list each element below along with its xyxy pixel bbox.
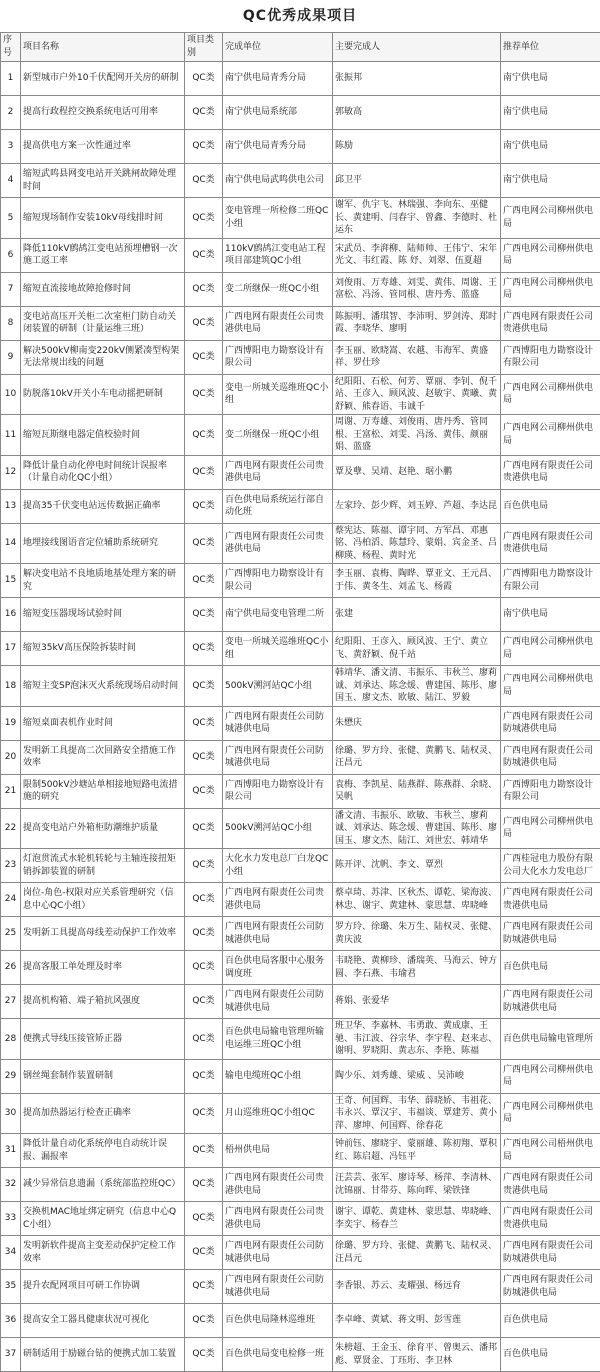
cell-project-name: 缩短35kV高压保险拆装时间 <box>21 632 185 666</box>
cell-project-name: 发明新工具提高二次回路安全措施工作效率 <box>21 740 185 774</box>
cell-category: QC类 <box>185 523 223 564</box>
cell-recommender: 广西电网公司柳州供电局 <box>501 1093 600 1134</box>
table-row <box>1 1304 600 1338</box>
cell-no: 6 <box>1 238 21 272</box>
cell-project-name: 提高客服工单处理及时率 <box>21 951 185 985</box>
cell-project-name: 新型城市户外10千伏配网开关房的研制 <box>21 62 185 96</box>
cell-recommender: 广西电网公司柳州供电局 <box>501 415 600 456</box>
cell-category: QC类 <box>185 96 223 130</box>
cell-no: 5 <box>1 198 21 239</box>
cell-recommender: 百色供电局 <box>501 1304 600 1338</box>
cell-people: 陈开评、沈帆、李文、覃烈 <box>333 849 501 883</box>
cell-unit: 广西电网有限责任公司贵港供电局 <box>223 455 333 489</box>
cell-people: 罗方玲、徐璐、朱万生、陆权灵、张健、黄庆波 <box>333 917 501 951</box>
cell-unit: 广西电网有限责任公司贵港供电局 <box>223 523 333 564</box>
table-row <box>1 917 600 951</box>
cell-category: QC类 <box>185 455 223 489</box>
table-row <box>1 1270 600 1304</box>
table-row <box>1 951 600 985</box>
cell-people: 李玉丽、欧晓嵩、农越、韦海军、黄盛祥、罗仕珍 <box>333 340 501 374</box>
table-body <box>1 62 600 1372</box>
cell-no: 4 <box>1 164 21 198</box>
cell-category: QC类 <box>185 306 223 340</box>
cell-project-name: 钢丝绳套制作装置研制 <box>21 1059 185 1093</box>
cell-category: QC类 <box>185 489 223 523</box>
cell-recommender: 广西电网公司柳州供电局 <box>501 666 600 707</box>
cell-no: 32 <box>1 1168 21 1202</box>
cell-recommender: 广西电网有限责任公司贵港供电局 <box>501 883 600 917</box>
cell-no: 29 <box>1 1059 21 1093</box>
cell-no: 35 <box>1 1270 21 1304</box>
cell-unit: 南宁供电局变电管理二所 <box>223 598 333 632</box>
table-row <box>1 523 600 564</box>
table-row <box>1 849 600 883</box>
cell-people: 李香银、苏云、麦耀强、杨远育 <box>333 1270 501 1304</box>
cell-people: 王奇、何国辉、韦华、薛晓娇、韦祖花、韦永兴、覃汉宇、韦福谈、覃建芳、黄小萍、廖坤、何国辉、徐春花 <box>333 1093 501 1134</box>
table-row <box>1 564 600 598</box>
header-no: 序号 <box>1 33 21 62</box>
cell-people: 刘俊雨、万寿雄、刘雯、黄伟、周谢、王富松、冯汤、管同根、唐丹秀、蓝盛 <box>333 272 501 306</box>
cell-people: 纪阳阳、石松、何芳、覃丽、李钊、倪千站、王彦入、顾风波、赵敏宇、黄曦、黄舒颖、熊春语、韦诚千 <box>333 374 501 415</box>
cell-category: QC类 <box>185 1134 223 1168</box>
cell-no: 19 <box>1 706 21 740</box>
cell-unit: 百色供电局变电检修一班 <box>223 1338 333 1372</box>
cell-project-name: 限制500kV沙塘站单相接地短路电流措施的研究 <box>21 774 185 808</box>
table-row <box>1 774 600 808</box>
cell-unit: 广西电网有限责任公司防城港供电局 <box>223 1270 333 1304</box>
cell-unit: 变电一所城关巡维班QC小组 <box>223 632 333 666</box>
cell-category: QC类 <box>185 917 223 951</box>
cell-unit: 变二所继保一班QC小组 <box>223 272 333 306</box>
cell-project-name: 缩短桌面表机作业时间 <box>21 706 185 740</box>
cell-people: 汪芸芸、张军、廖诗琴、杨萍、李清林、沈锦丽、甘带芬、陈向晖、梁铁锋 <box>333 1168 501 1202</box>
cell-project-name: 发明新工具提高母线差动保护工作效率 <box>21 917 185 951</box>
cell-project-name: 防脱落10kV开关小车电动摇把研制 <box>21 374 185 415</box>
cell-recommender: 南宁供电局 <box>501 96 600 130</box>
cell-no: 14 <box>1 523 21 564</box>
cell-no: 28 <box>1 1019 21 1060</box>
cell-project-name: 交换机MAC地址绑定研究（信息中心QC小组） <box>21 1202 185 1236</box>
cell-people: 周谢、万寿雄、刘俊雨、唐丹秀、管同根、王富松、刘雯、冯汤、黄伟、颜丽娟、蓝盛 <box>333 415 501 456</box>
cell-unit: 变电一所城关巡维班QC小组 <box>223 374 333 415</box>
table-row <box>1 96 600 130</box>
cell-no: 18 <box>1 666 21 707</box>
cell-project-name: 发明新软件提高主变差动保护定检工作效率 <box>21 1236 185 1270</box>
cell-recommender: 广西电网有限责任公司防城港供电局 <box>501 917 600 951</box>
cell-recommender: 广西电网公司梧州供电局 <box>501 1134 600 1168</box>
cell-people: 谢宇、谭乾、黄建林、蒙思慧、卑晓峰、李奕宇、杨春兰 <box>333 1202 501 1236</box>
cell-people: 张振邦 <box>333 62 501 96</box>
cell-project-name: 提高安全工器具健康状况可视化 <box>21 1304 185 1338</box>
cell-recommender: 广西电网公司柳州供电局 <box>501 632 600 666</box>
cell-recommender: 南宁供电局 <box>501 130 600 164</box>
cell-people: 班卫华、李嘉林、韦勇敢、黄成康、王驰、韦江波、谷宗华、李宇程、赵来志、谢明、罗晓阳、黄志东、李艳、陈福 <box>333 1019 501 1060</box>
cell-recommender: 广西电网有限责任公司防城港供电局 <box>501 1270 600 1304</box>
table-row <box>1 1134 600 1168</box>
cell-unit: 大化水力发电总厂白龙QC小组 <box>223 849 333 883</box>
table-row <box>1 1168 600 1202</box>
cell-no: 13 <box>1 489 21 523</box>
table-row <box>1 62 600 96</box>
table-row <box>1 455 600 489</box>
cell-recommender: 广西电网公司柳州供电局 <box>501 198 600 239</box>
cell-recommender: 南宁供电局 <box>501 598 600 632</box>
cell-recommender: 广西电网公司柳州供电局 <box>501 272 600 306</box>
cell-no: 17 <box>1 632 21 666</box>
cell-project-name: 提高35千伏变电站远传数据正确率 <box>21 489 185 523</box>
cell-project-name: 解决500kV柳南变220kV侧紧凑型构架无法常规出线的问题 <box>21 340 185 374</box>
cell-no: 3 <box>1 130 21 164</box>
table-row <box>1 808 600 849</box>
cell-recommender: 广西电网有限责任公司贵港供电局 <box>501 306 600 340</box>
cell-project-name: 提高行政程控交换系统电话可用率 <box>21 96 185 130</box>
cell-project-name: 降低计量自动化系统停电自动统计误报、漏报率 <box>21 1134 185 1168</box>
cell-category: QC类 <box>185 130 223 164</box>
cell-project-name: 提高供电方案一次性通过率 <box>21 130 185 164</box>
table-row <box>1 489 600 523</box>
cell-recommender: 广西博阳电力勘察设计有限公司 <box>501 564 600 598</box>
cell-category: QC类 <box>185 62 223 96</box>
cell-unit: 广西电网有限责任公司防城港供电局 <box>223 740 333 774</box>
cell-no: 20 <box>1 740 21 774</box>
header-category: 项目类别 <box>185 33 223 62</box>
cell-people: 李卓峰、黄斌、蒋文明、彭雪莲 <box>333 1304 501 1338</box>
cell-category: QC类 <box>185 849 223 883</box>
cell-unit: 变电管理一所检修二班QC小组 <box>223 198 333 239</box>
table-row <box>1 1019 600 1060</box>
cell-no: 24 <box>1 883 21 917</box>
table-row <box>1 632 600 666</box>
cell-no: 25 <box>1 917 21 951</box>
cell-category: QC类 <box>185 985 223 1019</box>
cell-no: 11 <box>1 415 21 456</box>
cell-category: QC类 <box>185 1168 223 1202</box>
cell-no: 30 <box>1 1093 21 1134</box>
cell-category: QC类 <box>185 1059 223 1093</box>
table-row <box>1 1338 600 1372</box>
cell-unit: 南宁供电局系统部 <box>223 96 333 130</box>
cell-people: 谢军、仇宇飞、林瑞强、李向东、巫健长、黄建明、闫春宇、曾鑫、李德时、杜运东 <box>333 198 501 239</box>
cell-category: QC类 <box>185 1270 223 1304</box>
cell-project-name: 降低计量自动化停电时间统计误报率（计量自动化QC小组） <box>21 455 185 489</box>
cell-category: QC类 <box>185 632 223 666</box>
cell-category: QC类 <box>185 272 223 306</box>
cell-project-name: 缩短变压器现场试验时间 <box>21 598 185 632</box>
cell-no: 37 <box>1 1338 21 1372</box>
header-project-name: 项目名称 <box>21 33 185 62</box>
header-recommender: 推荐单位 <box>501 33 600 62</box>
table-row <box>1 374 600 415</box>
cell-no: 33 <box>1 1202 21 1236</box>
header-people: 主要完成人 <box>333 33 501 62</box>
cell-recommender: 广西电网有限责任公司防城港供电局 <box>501 1236 600 1270</box>
cell-no: 22 <box>1 808 21 849</box>
cell-category: QC类 <box>185 706 223 740</box>
cell-recommender: 广西电网有限责任公司贵港供电局 <box>501 1168 600 1202</box>
cell-recommender: 百色供电局 <box>501 489 600 523</box>
cell-category: QC类 <box>185 1202 223 1236</box>
cell-unit: 广西电网有限责任公司防城港供电局 <box>223 985 333 1019</box>
cell-unit: 500kV溯河站QC小组 <box>223 666 333 707</box>
cell-recommender: 南宁供电局 <box>501 164 600 198</box>
cell-people: 陶少乐、刘秀雄、梁威 、吴沛峻 <box>333 1059 501 1093</box>
cell-people: 陈振明、潘琪智、李沛明、罗剑涛、郑时霞、李晓华、廖明 <box>333 306 501 340</box>
table-row <box>1 306 600 340</box>
cell-category: QC类 <box>185 951 223 985</box>
cell-recommender: 广西电网公司柳州供电局 <box>501 374 600 415</box>
cell-category: QC类 <box>185 1236 223 1270</box>
cell-project-name: 灯泡贯流式水轮机转轮与主轴连接扭矩销拆卸装置的研制 <box>21 849 185 883</box>
cell-no: 15 <box>1 564 21 598</box>
cell-category: QC类 <box>185 238 223 272</box>
cell-recommender: 广西电网有限责任公司贵港供电局 <box>501 455 600 489</box>
cell-project-name: 便携式导线压接管矫正器 <box>21 1019 185 1060</box>
cell-category: QC类 <box>185 340 223 374</box>
cell-unit: 广西电网有限责任公司防城港供电局 <box>223 1236 333 1270</box>
cell-category: QC类 <box>185 198 223 239</box>
cell-people: 徐璐、罗方玲、张健、黄鹏飞、陆权灵、汪昌元 <box>333 1236 501 1270</box>
cell-recommender: 广西电网公司柳州供电局 <box>501 1059 600 1093</box>
table-row <box>1 198 600 239</box>
table-row <box>1 883 600 917</box>
table-row <box>1 1236 600 1270</box>
cell-project-name: 地埋接线图语音定位辅助系统研究 <box>21 523 185 564</box>
table-row <box>1 598 600 632</box>
cell-people: 李玉丽、袁梅、陶晔、覃亚文、王元昌、于伟、黄冬生、刘孟飞、杨霞 <box>333 564 501 598</box>
cell-category: QC类 <box>185 1338 223 1372</box>
cell-category: QC类 <box>185 415 223 456</box>
cell-project-name: 缩短武鸣县网变电站开关跳闸故障处理时间 <box>21 164 185 198</box>
cell-recommender: 广西电网有限责任公司防城港供电局 <box>501 985 600 1019</box>
cell-no: 23 <box>1 849 21 883</box>
table-row <box>1 706 600 740</box>
cell-unit: 广西博阳电力勘察设计有限公司 <box>223 564 333 598</box>
cell-project-name: 研制适用于励磁台钻的便携式加工装置 <box>21 1338 185 1372</box>
cell-category: QC类 <box>185 1019 223 1060</box>
cell-no: 31 <box>1 1134 21 1168</box>
cell-people: 韦晓艳、黄柳珍、潘瑞英、马海云、钟方圆、李石燕、韦瑜君 <box>333 951 501 985</box>
cell-people: 蒋娟、张爱华 <box>333 985 501 1019</box>
cell-unit: 广西电网有限责任公司贵港供电局 <box>223 306 333 340</box>
cell-recommender: 广西博阳电力勘察设计有限公司 <box>501 340 600 374</box>
cell-people: 蔡宪达、陈福、谭宇同、方军昌、邓惠铭、冯柏滔、陈慧玲、蒙娟、宾金圣、吕柳瑛、杨程、黄时光 <box>333 523 501 564</box>
cell-unit: 梧州供电局 <box>223 1134 333 1168</box>
cell-project-name: 提高加热器运行检查正确率 <box>21 1093 185 1134</box>
cell-unit: 广西电网有限责任公司防城港供电局 <box>223 917 333 951</box>
cell-unit: 广西电网有限责任公司贵港供电局 <box>223 1168 333 1202</box>
cell-project-name: 岗位-角色-权限对应关系管理研究（信息中心QC小组） <box>21 883 185 917</box>
cell-people: 潘文清、韦振乐、欧敏、韦秋兰、廖莉诚、刘承达、陈念煖、曹建国、陈彤、廖国玉、廖文杰、陆江、刘世宏、韩靖华 <box>333 808 501 849</box>
cell-category: QC类 <box>185 164 223 198</box>
table-header-row <box>1 33 600 62</box>
cell-recommender: 百色供电局输电管理所 <box>501 1019 600 1060</box>
cell-people: 钟前钰、廖晓宇、蒙丽雄、陈初翔、覃积红、陈启超、冯钰平 <box>333 1134 501 1168</box>
cell-recommender: 广西电网公司柳州供电局 <box>501 238 600 272</box>
cell-no: 12 <box>1 455 21 489</box>
cell-unit: 广西博阳电力勘察设计有限公司 <box>223 340 333 374</box>
cell-unit: 南宁供电局武鸣供电公司 <box>223 164 333 198</box>
results-table <box>0 32 600 1372</box>
cell-category: QC类 <box>185 1093 223 1134</box>
cell-category: QC类 <box>185 1304 223 1338</box>
table-row <box>1 238 600 272</box>
cell-no: 7 <box>1 272 21 306</box>
cell-no: 2 <box>1 96 21 130</box>
cell-project-name: 缩短主变SP泡沫灭火系统现场启动时间 <box>21 666 185 707</box>
cell-recommender: 广西桂冠电力股份有限公司大化水力发电总厂 <box>501 849 600 883</box>
cell-no: 21 <box>1 774 21 808</box>
table-row <box>1 740 600 774</box>
cell-people: 宋武员、李湃柳、陆师帅、王伟宁、宋年光文、韦红霞、陈 妤、刘翠、伍夏超 <box>333 238 501 272</box>
cell-unit: 百色供电局系统运行部自动化班 <box>223 489 333 523</box>
table-row <box>1 164 600 198</box>
cell-no: 1 <box>1 62 21 96</box>
cell-unit: 百色供电局输电管理所输电运维三班QC小组 <box>223 1019 333 1060</box>
cell-recommender: 广西博阳电力勘察设计有限公司 <box>501 774 600 808</box>
cell-recommender: 百色供电局 <box>501 1338 600 1372</box>
cell-project-name: 降低110kV鹧鸪江变电站预埋槽钢一次施工返工率 <box>21 238 185 272</box>
cell-recommender: 广西电网有限责任公司防城港供电局 <box>501 706 600 740</box>
table-row <box>1 1093 600 1134</box>
table-row <box>1 272 600 306</box>
cell-no: 9 <box>1 340 21 374</box>
table-row <box>1 1059 600 1093</box>
cell-recommender: 南宁供电局 <box>501 62 600 96</box>
page-title: QC优秀成果项目 <box>0 0 600 32</box>
cell-no: 34 <box>1 1236 21 1270</box>
cell-people: 邱卫平 <box>333 164 501 198</box>
cell-project-name: 减少异常信息遗漏（系统部监控班QC） <box>21 1168 185 1202</box>
cell-unit: 500kV溯河站QC小组 <box>223 808 333 849</box>
cell-people: 朱懋庆 <box>333 706 501 740</box>
cell-people: 张建 <box>333 598 501 632</box>
table-row <box>1 130 600 164</box>
cell-project-name: 变电站高压开关柜二次室柜门防自动关闭装置的研制（计量运维三班） <box>21 306 185 340</box>
cell-project-name: 解决变电站不良地质地基处理方案的研究 <box>21 564 185 598</box>
cell-unit: 110kV鹧鸪江变电站工程项目部建筑QC小组 <box>223 238 333 272</box>
cell-recommender: 广西电网有限责任公司防城港供电局 <box>501 740 600 774</box>
table-row <box>1 415 600 456</box>
cell-people: 袁梅、李凯星、陆燕群、陈燕群、余晓、吴帆 <box>333 774 501 808</box>
cell-no: 36 <box>1 1304 21 1338</box>
cell-no: 27 <box>1 985 21 1019</box>
cell-recommender: 广西电网有限责任公司贵港供电局 <box>501 523 600 564</box>
cell-project-name: 缩短直流接地故障抢修时间 <box>21 272 185 306</box>
cell-people: 朱榜超、王金玉、徐育平、曾奥云、潘邦彪、覃贤金、丁珏珩、李卫林 <box>333 1338 501 1372</box>
header-unit: 完成单位 <box>223 33 333 62</box>
cell-category: QC类 <box>185 808 223 849</box>
cell-unit: 广西博阳电力勘察设计有限公司 <box>223 774 333 808</box>
cell-project-name: 缩短瓦斯继电器定值校验时间 <box>21 415 185 456</box>
cell-unit: 输电电缆班QC小组 <box>223 1059 333 1093</box>
cell-category: QC类 <box>185 598 223 632</box>
cell-unit: 百色供电局客服中心服务调度班 <box>223 951 333 985</box>
cell-people: 郭敏高 <box>333 96 501 130</box>
cell-recommender: 百色供电局 <box>501 951 600 985</box>
cell-people: 覃及孽、吴靖、赵艳、琚小鹏 <box>333 455 501 489</box>
cell-no: 16 <box>1 598 21 632</box>
cell-people: 徐璐、罗方玲、张健、黄鹏飞、陆权灵、汪昌元 <box>333 740 501 774</box>
cell-people: 左家玲、彭少辉、刘玉婷、芦超、李达昆 <box>333 489 501 523</box>
cell-category: QC类 <box>185 740 223 774</box>
cell-category: QC类 <box>185 564 223 598</box>
cell-project-name: 提升农配网项目可研工作协调 <box>21 1270 185 1304</box>
cell-people: 纪阳阳、王彦入、顾风波、王宁、黄立飞、黄舒颖、倪千站 <box>333 632 501 666</box>
cell-unit: 南宁供电局青秀分局 <box>223 62 333 96</box>
cell-people: 陈励 <box>333 130 501 164</box>
cell-category: QC类 <box>185 774 223 808</box>
cell-recommender: 广西电网公司柳州供电局 <box>501 808 600 849</box>
table-row <box>1 340 600 374</box>
table-row <box>1 666 600 707</box>
cell-project-name: 提高变电站户外箱柜防潮维护质量 <box>21 808 185 849</box>
cell-unit: 广西电网有限责任公司防城港供电局 <box>223 706 333 740</box>
table-row <box>1 985 600 1019</box>
cell-category: QC类 <box>185 883 223 917</box>
cell-unit: 百色供电局隆林巡维班 <box>223 1304 333 1338</box>
cell-unit: 广西电网有限责任公司贵港供电局 <box>223 883 333 917</box>
cell-unit: 月山巡维班QC小组QC <box>223 1093 333 1134</box>
cell-no: 10 <box>1 374 21 415</box>
table-row <box>1 1202 600 1236</box>
cell-unit: 变二所继保一班QC小组 <box>223 415 333 456</box>
cell-project-name: 缩短现场制作安装10kV母线排时间 <box>21 198 185 239</box>
cell-no: 26 <box>1 951 21 985</box>
cell-unit: 南宁供电局青秀分局 <box>223 130 333 164</box>
cell-unit: 广西电网有限责任公司贵港供电局 <box>223 1202 333 1236</box>
cell-people: 蔡卓琦、苏津、区秋杰、谭乾、梁海波、林忠、谢宇、黄建林、蒙思慧、卑晓峰 <box>333 883 501 917</box>
cell-project-name: 提高机构箱、端子箱抗风强度 <box>21 985 185 1019</box>
cell-category: QC类 <box>185 374 223 415</box>
cell-recommender: 广西电网有限责任公司贵港供电局 <box>501 1202 600 1236</box>
cell-no: 8 <box>1 306 21 340</box>
cell-people: 韩靖华、潘文清、韦振乐、韦秋兰、廖莉诚、刘承达、陈念煖、曹建国、陈彤、廖国玉、廖文杰、欧敏、陆江、罗毅 <box>333 666 501 707</box>
cell-category: QC类 <box>185 666 223 707</box>
